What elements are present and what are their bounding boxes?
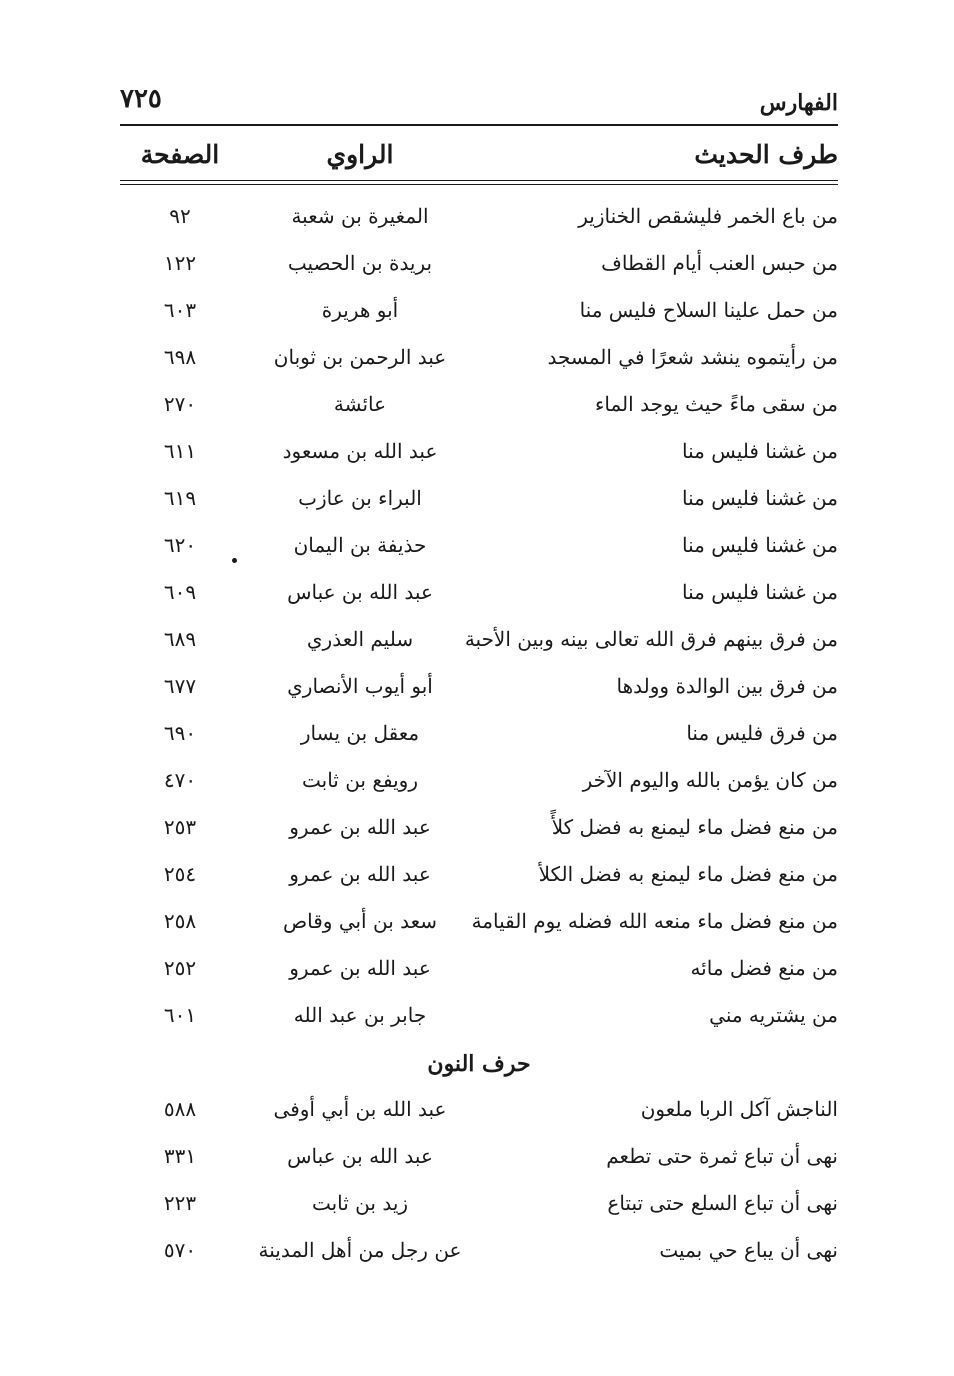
hadith-text: من منع فضل ماء ليمنع به فضل الكلأ — [538, 862, 838, 886]
index-entry: من سقى ماءً حيث يوجد الماء عائشة ٢٧٠ — [120, 386, 838, 422]
header-rule — [120, 124, 838, 126]
index-entry: من باع الخمر فليشقص الخنازير المغيرة بن شعبة ٩٢ — [120, 198, 838, 234]
hadith-text: نهى أن تباع ثمرة حتى تطعم — [606, 1144, 838, 1168]
index-entry: من فرق فليس منا معقل بن يسار ٦٩٠ — [120, 715, 838, 751]
hadith-text: من فرق بينهم فرق الله تعالى بينه وبين الأحبة — [464, 627, 838, 651]
hadith-text: الناجش آكل الربا ملعون — [640, 1097, 838, 1121]
hadith-text: من باع الخمر فليشقص الخنازير — [578, 204, 838, 228]
hadith-text: من منع فضل ماء منعه الله فضله يوم القيامة — [471, 909, 838, 933]
index-entry: من حبس العنب أيام القطاف بريدة بن الحصيب ١٢٢ — [120, 245, 838, 281]
index-entry: الناجش آكل الربا ملعون عبد الله بن أبي أوفى ٥٨٨ — [120, 1091, 838, 1127]
hadith-text: من منع فضل ماء ليمنع به فضل كلأً — [551, 815, 838, 839]
hadith-text: من غشنا فليس منا — [682, 580, 838, 604]
hadith-text: من منع فضل مائه — [690, 956, 838, 980]
index-entry: من منع فضل ماء ليمنع به فضل كلأً عبد الله بن عمرو ٢٥٣ — [120, 809, 838, 845]
index-entry: من رأيتموه ينشد شعرًا في المسجد عبد الرحمن بن ثوبان ٦٩٨ — [120, 339, 838, 375]
hadith-text: من رأيتموه ينشد شعرًا في المسجد — [547, 345, 838, 369]
hadith-text: من سقى ماءً حيث يوجد الماء — [595, 392, 838, 416]
index-entry: من منع فضل ماء ليمنع به فضل الكلأ عبد الله بن عمرو ٢٥٤ — [120, 856, 838, 892]
running-title: الفهارس — [759, 90, 838, 116]
column-header-rule — [120, 180, 838, 185]
hadith-text: من فرق بين الوالدة وولدها — [616, 674, 838, 698]
hadith-text: نهى أن تباع السلع حتى تبتاع — [607, 1191, 838, 1215]
hadith-text: من كان يؤمن بالله واليوم الآخر — [582, 768, 838, 792]
page-number: ٧٢٥ — [120, 84, 162, 114]
hadith-text: من يشتريه مني — [709, 1003, 838, 1027]
index-entry: من فرق بين الوالدة وولدها أبو أيوب الأنصاري ٦٧٧ — [120, 668, 838, 704]
hadith-text: من حمل علينا السلاح فليس منا — [579, 298, 838, 322]
index-entry: نهى أن يباع حي بميت عن رجل من أهل المدينة ٥٧٠ — [120, 1232, 838, 1268]
index-entry: من غشنا فليس منا البراء بن عازب ٦١٩ — [120, 480, 838, 516]
hadith-text: من فرق فليس منا — [686, 721, 838, 745]
index-entry: نهى أن تباع ثمرة حتى تطعم عبد الله بن عباس ٣٣١ — [120, 1138, 838, 1174]
index-entry: من غشنا فليس منا عبد الله بن عباس ٦٠٩ — [120, 574, 838, 610]
section-heading-nun: حرف النون — [427, 1051, 531, 1077]
index-entry: من كان يؤمن بالله واليوم الآخر رويفع بن ثابت ٤٧٠ — [120, 762, 838, 798]
index-entry: من غشنا فليس منا حذيفة بن اليمان ٦٢٠ — [120, 527, 838, 563]
index-entry: نهى أن تباع السلع حتى تبتاع زيد بن ثابت ٢٢٣ — [120, 1185, 838, 1221]
running-header — [120, 82, 838, 124]
index-entry: من منع فضل ماء منعه الله فضله يوم القيامة سعد بن أبي وقاص ٢٥٨ — [120, 903, 838, 939]
index-entry: من حمل علينا السلاح فليس منا أبو هريرة ٦٠٣ — [120, 292, 838, 328]
index-entry: من غشنا فليس منا عبد الله بن مسعود ٦١١ — [120, 433, 838, 469]
stray-ink-dot — [232, 558, 237, 563]
hadith-text: من غشنا فليس منا — [682, 486, 838, 510]
hadith-text: من غشنا فليس منا — [682, 533, 838, 557]
column-header-hadith: طرف الحديث — [694, 140, 838, 169]
hadith-text: من حبس العنب أيام القطاف — [601, 251, 838, 275]
hadith-text: نهى أن يباع حي بميت — [659, 1238, 838, 1262]
index-entry: من فرق بينهم فرق الله تعالى بينه وبين الأحبة سليم العذري ٦٨٩ — [120, 621, 838, 657]
index-entry: من منع فضل مائه عبد الله بن عمرو ٢٥٢ — [120, 950, 838, 986]
column-headers: طرف الحديث الراوي الصفحة — [140, 140, 838, 169]
hadith-text: من غشنا فليس منا — [682, 439, 838, 463]
index-entry: من يشتريه مني جابر بن عبد الله ٦٠١ — [120, 997, 838, 1033]
